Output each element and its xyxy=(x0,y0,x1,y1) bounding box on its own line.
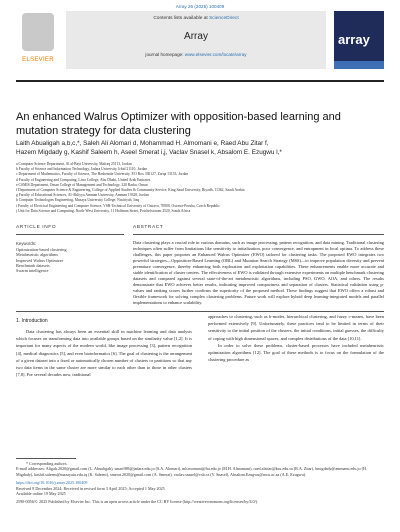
doi-link[interactable]: https://doi.org/10.1016/j.array.2025.100409 xyxy=(16,480,88,486)
copyright-line[interactable]: 2590-0056/© 2025 Published by Elsevier Inc. This is an open access article under the CC BY license (http://creativecommons.org/licenses/by/4.0/). xyxy=(16,499,259,505)
intro-left-column xyxy=(16,328,192,378)
footnote-rule xyxy=(16,458,76,459)
cover-word: array xyxy=(338,32,370,47)
affiliation: c Department of Mathematics, Faculty of Science, The Hashemite University, P.O Box 330127, Zarqa 13133, Jordan xyxy=(16,172,189,177)
keyword: Improved Walrus Optimizer xyxy=(16,257,64,263)
authors-line-2[interactable]: Hazem Migdady g, Kashif Saleem h, Aseel Smerat i,j, Vaclav Snasel k, Absalom E. Ezugwu l,* xyxy=(16,149,282,156)
article-info-rule xyxy=(16,234,124,235)
author-list xyxy=(16,139,384,157)
intro-right-column xyxy=(208,313,384,363)
abstract-heading: ABSTRACT xyxy=(133,225,164,230)
affiliation: g Faculty of Educational Sciences, Al-Ahliyya Amman University, Amman 19328, Jordan xyxy=(16,193,149,198)
affiliation: j Unit for Data Science and Computing, North-West University, 11 Hoffman Street, Potchefstroom 2520, South Africa xyxy=(16,208,191,213)
journal-title: Array xyxy=(184,31,208,42)
abstract-rule xyxy=(133,234,384,235)
elsevier-logo[interactable] xyxy=(16,11,60,69)
affiliation: d Faculty of Engineering and Computing, Liwa College, Abu Dhabi, United Arab Emirates xyxy=(16,177,151,182)
intro-right-paragraph-2: In order to solve these problems, cluster-based processes have included metaheuristic optimization algorithms [12]. The goal of these methods is to focus on the formulation of the clustering procedure as xyxy=(208,342,384,363)
keyword: Swarm intelligence xyxy=(16,268,49,274)
footnotes xyxy=(16,461,384,505)
article-info-heading: ARTICLE INFO xyxy=(16,225,57,230)
affiliations xyxy=(16,162,384,214)
affiliation: i Faculty of Electrical Engineering and Computer Science, VSB-Technical University of Ostrava, 70800, Ostrava-Poruba, Czech Republic xyxy=(16,203,220,208)
publisher-name: ELSEVIER xyxy=(22,57,54,63)
homepage-link[interactable]: www.elsevier.com/locate/array xyxy=(184,52,247,57)
journal-masthead xyxy=(16,11,384,77)
introduction-heading: 1. Introduction xyxy=(16,318,48,324)
contents-prefix: Contents lists available at xyxy=(153,16,210,21)
keywords-label: Keywords: xyxy=(16,241,37,246)
affiliation: f Department of Computer Science & Engineering, College of Applied Studies & Community Service, King Saud University, Riyadh, 11362, Saudi Arabia xyxy=(16,188,245,193)
affiliation: b Faculty of Science and Information Technology, Jadara University, Irbid 21110, Jordan xyxy=(16,167,148,172)
abstract-text: Data clustering plays a crucial role in various domains, such as image processing, pattern recognition, and data mining. Traditional clustering techniques often suffer from limitations like sensitivity to initialization, poor convergence, and entrapment in local optima. To address these challenges, this paper proposes an Enhanced Walrus Optimizer (EWO) tailored for clustering tasks. The proposed EWO integrates two powerful strategies—Opposition-Based Learning (OBL) and Mutation Search Strategy (MSS)—to improve population diversity and prevent premature convergence, thereby enhancing both exploration and exploitation capabilities. These enhancements enable more accurate and stable identification of cluster centers. The effectiveness of EWO is validated through extensive experiments on multiple benchmark clustering datasets and compared against several state-of-the-art metaheuristic algorithms, including PSO, GWO, AOA, and others. The results demonstrate that EWO achieves better results, indicating improved compactness and separation of clusters. Statistical validation using p-values and ranking scores further confirms the superiority of the proposed method. These findings suggest that EWO offers a robust and flexible framework for solving complex clustering problems. Future work will explore hybrid deep learning-integrated models and parallel implementations to enhance scalability. xyxy=(133,240,384,306)
cover-bar xyxy=(334,61,384,69)
affiliation: a Computer Science Department, Al al-Bayt University, Mafraq 25113, Jordan xyxy=(16,162,132,166)
affiliation: e CSMIS Department, Oman College of Management and Technology, 320 Barka, Oman xyxy=(16,182,148,187)
intro-left-paragraph: Data clustering has always been an essential skill in machine learning and data analysis which focuses on transforming data into available groups based on the similarity value [1,2]. It is important for many aspects of the modern world, like image processing [3], pattern recognition [4], medical diagnostics [5], and even bioinformatics [6]. The goal of clustering is the arrangement of a given dataset into a fixed or automatically chosen number of clusters or partitions so that any two data items in the same cluster are more similar to each other than to those in other clusters [7,8]. For several decades now, traditional xyxy=(16,329,192,378)
keywords-list xyxy=(16,247,67,273)
keyword: Benchmark datasets xyxy=(16,262,50,268)
corresponding-note: * Corresponding authors. xyxy=(26,461,68,466)
abstract-bottom-rule xyxy=(16,311,384,312)
journal-banner xyxy=(66,11,326,69)
homepage-prefix: journal homepage: xyxy=(145,52,185,57)
header-rule xyxy=(16,80,384,82)
available-online: Available online 19 May 2025 xyxy=(16,491,66,497)
authors-line-1[interactable]: Laith Abualigah a,b,c,*, Saleh Ali Alomari d, Mohammad H. Almomani e, Raed Abu Zitar f, xyxy=(16,140,269,147)
received-dates: Received 8 December 2024; Received in revised form 3 April 2025; Accepted 1 May 2025 xyxy=(16,485,165,491)
affiliation: h Computer Technologies Engineering, Mazaya University College, Nasiriyah, Iraq xyxy=(16,198,140,203)
journal-cover-thumbnail[interactable] xyxy=(334,11,384,69)
keyword: Metaheuristic algorithms xyxy=(16,252,58,258)
keyword: Optimization-based clustering xyxy=(16,247,67,252)
elsevier-tree-icon xyxy=(22,13,54,51)
email-addresses[interactable]: E-mail addresses: Aligah.2020@gmail.com (L. Abualigah), smari986@jadara.edu.jo (S.A. Alomari), mh.momani@hu.edu.jo (M.H. Almomani), raed.alzitar@ksu.edu.sa (R.A. Zitar), hmigdady@ammanu.edu.jo (H. Migdady), kashif.saleem@mazayaiu.edu.iq (K. Saleem), smerat.2020@gmail.com (A. Smerat), vaclav.snasel@vsb.cz (V. Snasel), Absalom.Ezugwu@nwu.ac.za (A.E. Ezugwu). xyxy=(16,466,367,477)
journal-citation[interactable]: Array 26 (2025) 100409 xyxy=(175,4,225,9)
contents-line xyxy=(66,16,326,21)
article-title: An enhanced Walrus Optimizer with opposition-based learning and mutation strategy for data clustering xyxy=(16,111,341,137)
homepage-line xyxy=(66,52,326,57)
sciencedirect-link[interactable]: ScienceDirect xyxy=(209,16,239,21)
intro-right-paragraph-1: approaches to clustering, such as k-modes, hierarchical clustering, and fuzzy c-means, have been performed extensively [9]. Unfortunately, these practices tend to be limited in terms of their sensitivity to the initial position of the clusters, the initial conditions, initial guesses, the difficulty of coping with high dimensional spaces, and complex distributions of the data [10,11]. xyxy=(208,314,384,341)
